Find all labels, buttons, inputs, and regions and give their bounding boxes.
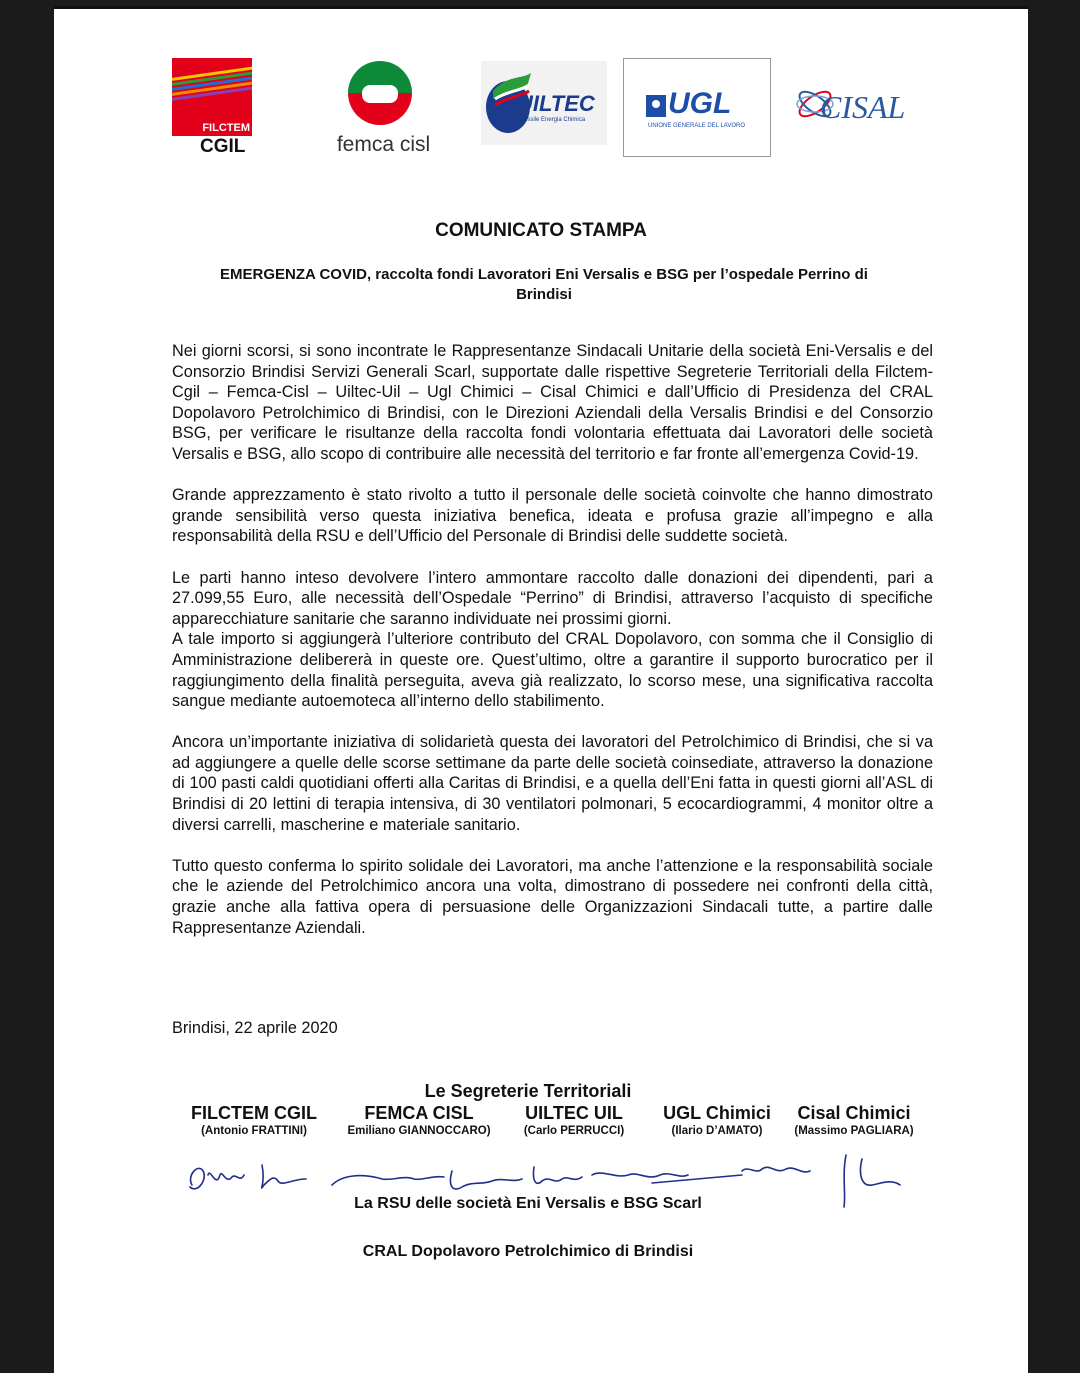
ugl-logo-text: UGL [668,87,732,120]
cgil-logo-top-text: FILCTEM [202,122,250,134]
femca-logo-text: femca cisl [336,133,431,156]
ugl-logo-subtitle: UNIONE GENERALE DEL LAVORO [648,123,746,129]
cisal-logo [794,81,936,127]
signatory-uiltec [514,1103,634,1137]
signatory-union: Cisal Chimici [797,1103,911,1123]
document-subtitle: EMERGENZA COVID, raccolta fondi Lavoratori Eni Versalis e BSG per l’ospedale Perrino di Brindisi [220,266,868,303]
signatory-person: (Ilario D’AMATO) [671,1125,763,1137]
signatory-cisal [786,1103,922,1137]
paragraph: Tutto questo conferma lo spirito solidale dei Lavoratori, ma anche l’attenzione e la responsabilità sociale che le aziende del Petrolchimico ancora una volta, dimostrano di possedere nei confronti della città, grazie anche alla fattiva opera di persuasione delle Organizzazioni Sindacali tutte, a partire dalle Rappresentanze Aziendali. [172,856,933,937]
signatory-union: FEMCA CISL [364,1103,474,1123]
ugl-emblem-icon [646,95,666,117]
femca-cisl-logo [326,59,441,159]
paragraph: A tale importo si aggiungerà l’ulteriore contributo del CRAL Dopolavoro, con somma che il Consiglio di Amministrazione delibererà in queste ore. Quest’ultimo, oltre a garantire il supporto burocratico per il raggiungimento della finalità perseguita, aveva già realizzato, lo scorso mese, una significativa raccolta sangue mediante autoemoteca all’interno dello stabilimento. [172,630,933,711]
cisal-logo-text: CISAL [820,89,906,125]
uiltec-logo [481,61,607,145]
signatory-person: (Carlo PERRUCCI) [523,1125,625,1137]
signatory-person: (Antonio FRATTINI) [201,1125,307,1137]
signatory-union: FILCTEM CGIL [191,1103,317,1123]
document-body [172,341,933,959]
document-title: COMUNICATO STAMPA [435,220,647,241]
paragraph: Le parti hanno inteso devolvere l’intero ammontare raccolto dalle donazioni dei dipendenti, pari a 27.099,55 Euro, alle necessità dell’Ospedale “Perrino” di Brindisi, attraverso l’acquisto di specifiche apparecchiature sanitarie che saranno individuate nei prossimi giorni. [172,568,933,628]
segreterie-heading: Le Segreterie Territoriali [424,1081,632,1101]
signatory-femca [334,1103,504,1137]
document-date: Brindisi, 22 aprile 2020 [172,1019,338,1037]
uiltec-logo-subtitle: Tessile Energia Chimica [521,117,586,123]
document-page [54,6,1028,1373]
uiltec-logo-text: UILTEC [517,91,595,116]
paragraph: Ancora un’importante iniziativa di solidarietà questa dei lavoratori del Petrolchimico di Brindisi, che si va ad aggiungere a quelle delle scorse settimane da parte delle società coinsediate, attraverso la donazione di 100 pasti caldi quotidiani offerti alla Caritas di Brindisi, e a quella dell’Eni fatta in questi giorni all’ASL di Brindisi di 20 lettini di terapia intensiva, di 30 ventilatori polmonari, 5 ecocardiogrammi, 4 monitor oltre a diversi carrelli, mascherine e materiale sanitario. [172,733,933,834]
cgil-logo-bottom-text: CGIL [200,136,246,157]
paragraph: Nei giorni scorsi, si sono incontrate le Rappresentanze Sindacali Unitarie della società Eni-Versalis e del Consorzio Brindisi Servizi Generali Scarl, supportate dalle rispettive Segreterie Territoriali della Filctem-Cgil – Femca-Cisl – Uiltec-Uil – Ugl Chimici – Cisal Chimici e dall’Ufficio di Presidenza del CRAL Dopolavoro Petrolchimico di Brindisi, con le Direzioni Aziendali della Versalis Brindisi e del Consorzio BSG, per verificare le risultanze della raccolta fondi volontaria effettuata dai Lavoratori delle società Versalis e BSG, allo scopo di contribuire alle necessità del territorio e far fronte all’emergenza Covid-19. [172,342,933,463]
signatory-union: UILTEC UIL [525,1103,623,1123]
femca-emblem-icon [346,59,414,129]
signatory-union: UGL Chimici [663,1103,771,1123]
cral-signatory: CRAL Dopolavoro Petrolchimico di Brindisi [362,1243,694,1260]
ugl-logo [623,58,771,157]
filctem-cgil-logo [172,58,252,158]
signatory-person: Emiliano GIANNOCCARO) [347,1125,491,1137]
rsu-signatory: La RSU delle società Eni Versalis e BSG Scarl [354,1195,702,1212]
signatory-ugl [654,1103,780,1137]
signatory-person: (Massimo PAGLIARA) [794,1125,914,1137]
signatory-filctem [184,1103,324,1137]
paragraph: Grande apprezzamento è stato rivolto a tutto il personale delle società coinvolte che hanno dimostrato grande sensibilità verso questa iniziativa benefica, ideata e profusa grazie all’impegno e alla responsabilità della RSU e dell’Ufficio del Personale di Brindisi delle suddette società. [172,486,933,546]
